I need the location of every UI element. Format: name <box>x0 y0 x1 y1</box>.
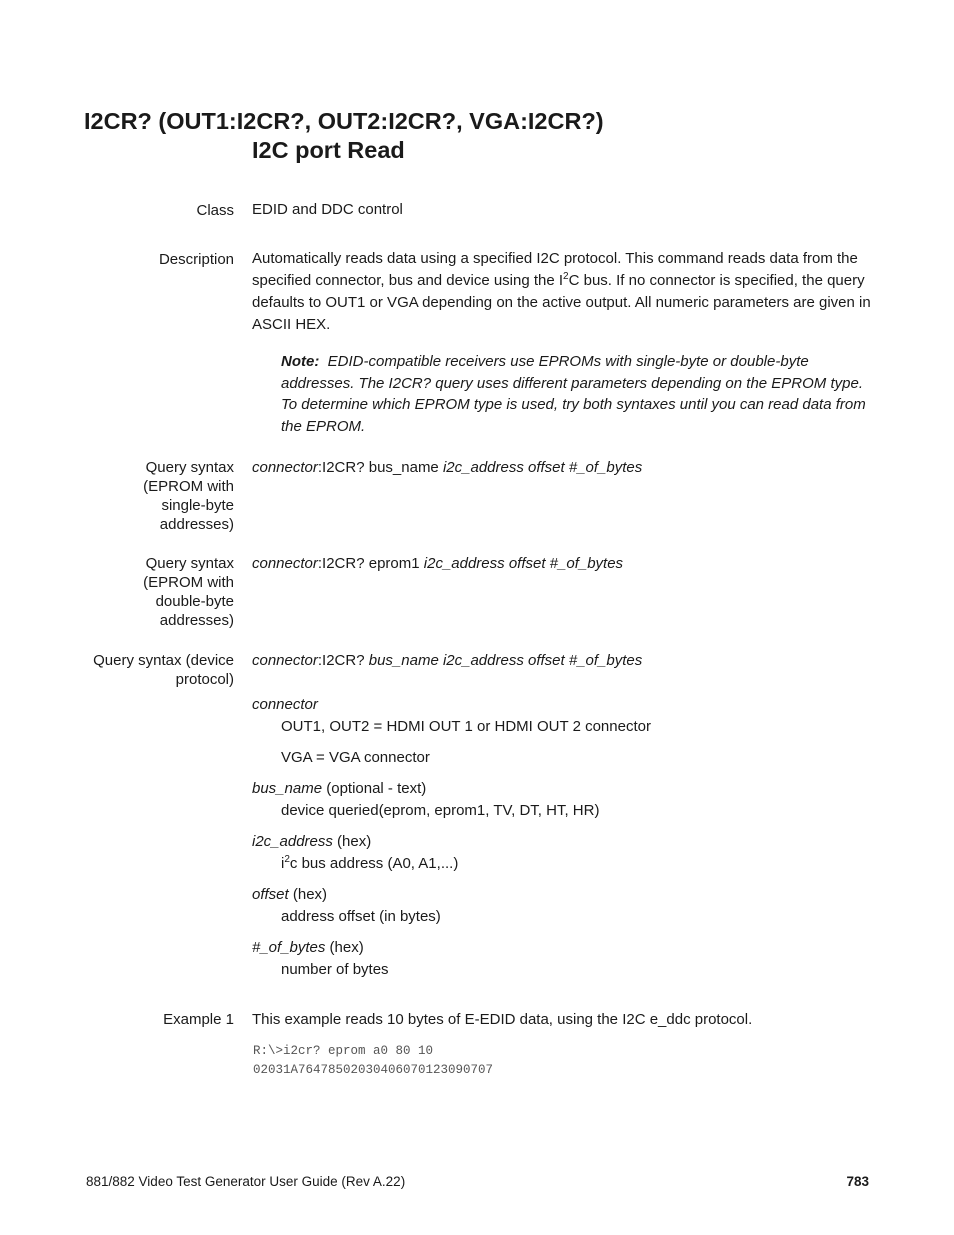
param-connector-name: connector <box>252 696 318 713</box>
example1-label: Example 1 <box>163 1011 234 1028</box>
example1-code-line2: 02031A7647850203040607012309070​7 <box>253 1063 494 1077</box>
param-bytes-desc: number of bytes <box>281 961 389 978</box>
footer-guide-title: 881/882 Video Test Generator User Guide (Rev A.22) <box>86 1174 406 1189</box>
param-connector-desc1: OUT1, OUT2 = HDMI OUT 1 or HDMI OUT 2 connector <box>281 718 651 735</box>
page-subtitle: I2C port Read <box>252 137 405 163</box>
page-number: 783 <box>846 1174 869 1189</box>
description-label: Description <box>158 251 234 268</box>
example1-text: This example reads 10 bytes of E-EDID data, using the I2C e_ddc protocol. <box>252 1011 753 1028</box>
param-bus-name: bus_name (optional - text) <box>252 780 427 797</box>
example1-code-line1: R:\>i2cr? eprom a0 80 10 <box>253 1044 434 1058</box>
syntax-double-label: Query syntax (EPROM with double-byte addresses) <box>143 555 234 629</box>
syntax-double-command: connector:I2CR? eprom1 i2c_address offset #_of_bytes <box>252 555 624 572</box>
superscript: 2 <box>563 271 569 282</box>
param-offset-desc: address offset (in bytes) <box>281 908 441 925</box>
note-text: EDID-compatible receivers use EPROMs with single-byte or double-byte addresses. The I2CR? query uses different parameters depending on the EPROM type. To determine which EPROM type is used, try both syntaxes until you can read data from the EPROM. <box>281 353 866 435</box>
param-bus-desc: device queried(eprom, eprom1, TV, DT, HT, HR) <box>281 802 600 819</box>
param-connector-desc2: VGA = VGA connector <box>281 749 430 766</box>
param-i2c-address-name: i2c_address (hex) <box>252 833 372 850</box>
syntax-device-command: connector:I2CR? bus_name i2c_address offset #_of_bytes <box>252 652 643 669</box>
syntax-single-label: Query syntax (EPROM with single-byte addresses) <box>143 459 234 533</box>
note-block <box>281 351 873 437</box>
class-label: Class <box>196 202 234 219</box>
page-title: I2CR? (OUT1:I2CR?, OUT2:I2CR?, VGA:I2CR?) <box>84 108 604 134</box>
syntax-single-command: connector:I2CR? bus_name i2c_address offset #_of_bytes <box>252 459 643 476</box>
class-value: EDID and DDC control <box>252 201 403 218</box>
syntax-device-label: Query syntax (device protocol) <box>93 652 234 688</box>
param-bytes-name: #_of_bytes (hex) <box>252 939 364 956</box>
description-text: Automatically reads data using a specified I2C protocol. This command reads data from the specified connector, bus and device using the $I^2C$ bus. If no connector is specified, the query defaults to OUT1 or VGA depending on the active output. All numeric parameters are given in ASCII HEX. <box>252 250 871 333</box>
param-offset-name: offset (hex) <box>252 886 328 903</box>
note-label: Note: <box>281 353 320 370</box>
param-i2c-address-desc: $i^2c$ bus address (A0, A1,...) <box>281 854 459 872</box>
